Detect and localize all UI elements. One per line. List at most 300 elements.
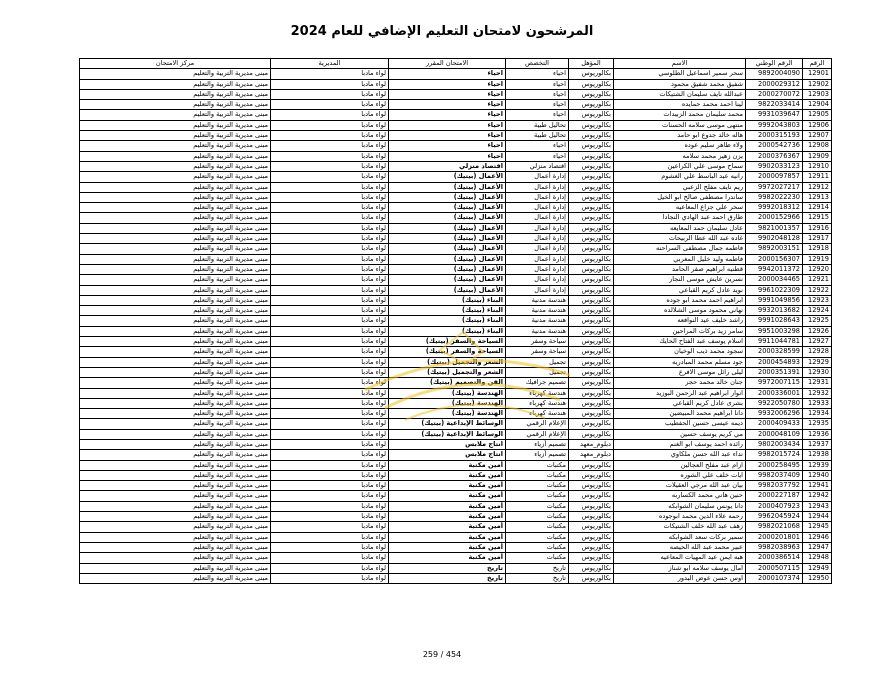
row-national-id: 9982021068 xyxy=(746,522,803,532)
row-national-id: 9982015724 xyxy=(746,450,803,460)
row-exam: أمين مكتبة xyxy=(389,481,506,491)
row-exam: البناء (بيتيك) xyxy=(389,316,506,326)
row-national-id: 2000270072 xyxy=(746,89,803,99)
row-exam: الأعمال (بيتيك) xyxy=(389,172,506,182)
row-exam: الأعمال (بيتيك) xyxy=(389,234,506,244)
row-exam: الأعمال (بيتيك) xyxy=(389,264,506,274)
row-center: مبنى مديرية التربية والتعليم xyxy=(80,141,271,151)
row-num: 12941 xyxy=(803,481,832,491)
row-qualification: بكالوريوس xyxy=(569,357,614,367)
row-center: مبنى مديرية التربية والتعليم xyxy=(80,450,271,460)
row-num: 12913 xyxy=(803,192,832,202)
row-exam: احياء xyxy=(389,100,506,110)
row-name: ساندرا مصطفى صالح ابو الخيل xyxy=(614,192,746,202)
table-row xyxy=(80,347,832,357)
header-national-id: الرقم الوطني xyxy=(746,59,803,69)
row-exam: السياحة والسفر (بيتيك) xyxy=(389,347,506,357)
row-qualification: بكالوريوس xyxy=(569,254,614,264)
page-title: المرشحون لامتحان التعليم الإضافي للعام 2024 xyxy=(290,24,594,39)
table-row xyxy=(80,120,832,130)
row-directorate: لواء مادبا xyxy=(271,203,389,213)
row-center: مبنى مديرية التربية والتعليم xyxy=(80,234,271,244)
row-directorate: لواء مادبا xyxy=(271,409,389,419)
row-center: مبنى مديرية التربية والتعليم xyxy=(80,79,271,89)
row-directorate: لواء مادبا xyxy=(271,573,389,583)
table-row xyxy=(80,439,832,449)
row-specialty: هندسة مدنية xyxy=(506,326,569,336)
row-qualification: بكالوريوس xyxy=(569,542,614,552)
row-num: 12928 xyxy=(803,347,832,357)
table-row xyxy=(80,161,832,171)
row-qualification: بكالوريوس xyxy=(569,337,614,347)
row-center: مبنى مديرية التربية والتعليم xyxy=(80,460,271,470)
row-center: مبنى مديرية التربية والتعليم xyxy=(80,295,271,305)
row-qualification: بكالوريوس xyxy=(569,131,614,141)
row-specialty: إدارة أعمال xyxy=(506,223,569,233)
row-qualification: بكالوريوس xyxy=(569,203,614,213)
row-directorate: لواء مادبا xyxy=(271,316,389,326)
row-national-id: 9802003434 xyxy=(746,439,803,449)
row-name: امال يوسف سلامه ابو شناز xyxy=(614,563,746,573)
row-center: مبنى مديرية التربية والتعليم xyxy=(80,573,271,583)
row-qualification: بكالوريوس xyxy=(569,213,614,223)
row-num: 12939 xyxy=(803,460,832,470)
row-name: بيان عبد الله مرجي العقيلات xyxy=(614,481,746,491)
row-num: 12935 xyxy=(803,419,832,429)
row-name: يزن زهير محمد سلامه xyxy=(614,151,746,161)
row-qualification: بكالوريوس xyxy=(569,388,614,398)
row-specialty: إدارة أعمال xyxy=(506,203,569,213)
table-row xyxy=(80,429,832,439)
table-row xyxy=(80,563,832,573)
table-row xyxy=(80,409,832,419)
row-center: مبنى مديرية التربية والتعليم xyxy=(80,285,271,295)
row-center: مبنى مديرية التربية والتعليم xyxy=(80,89,271,99)
row-exam: الهندسة (بيتيك) xyxy=(389,388,506,398)
row-qualification: بكالوريوس xyxy=(569,460,614,470)
row-national-id: 9992043803 xyxy=(746,120,803,130)
row-national-id: 2000507115 xyxy=(746,563,803,573)
row-qualification: بكالوريوس xyxy=(569,244,614,254)
row-directorate: لواء مادبا xyxy=(271,347,389,357)
row-name: رحمه علاء الدين محمد ابوجوده xyxy=(614,512,746,522)
row-national-id: 9932006296 xyxy=(746,409,803,419)
row-qualification: بكالوريوس xyxy=(569,79,614,89)
row-exam: البناء (بيتيك) xyxy=(389,326,506,336)
row-center: مبنى مديرية التربية والتعليم xyxy=(80,244,271,254)
row-name: ايات خلف علي الشوره xyxy=(614,470,746,480)
row-directorate: لواء مادبا xyxy=(271,470,389,480)
row-specialty: هندسة مدنية xyxy=(506,295,569,305)
row-directorate: لواء مادبا xyxy=(271,450,389,460)
row-national-id: 2000227187 xyxy=(746,491,803,501)
row-name: راشد خليف عيد النوافعه xyxy=(614,316,746,326)
row-qualification: بكالوريوس xyxy=(569,120,614,130)
row-directorate: لواء مادبا xyxy=(271,378,389,388)
table-row xyxy=(80,532,832,542)
table-row xyxy=(80,337,832,347)
row-directorate: لواء مادبا xyxy=(271,234,389,244)
row-num: 12917 xyxy=(803,234,832,244)
row-directorate: لواء مادبا xyxy=(271,512,389,522)
row-center: مبنى مديرية التربية والتعليم xyxy=(80,337,271,347)
row-exam: الأعمال (بيتيك) xyxy=(389,244,506,254)
row-qualification: بكالوريوس xyxy=(569,429,614,439)
row-exam: أمين مكتبة xyxy=(389,470,506,480)
row-name: نهاني محمود موسى الشلالده xyxy=(614,306,746,316)
row-name: سحر سمير اسماعيل الطلوسي xyxy=(614,69,746,79)
row-directorate: لواء مادبا xyxy=(271,553,389,563)
row-num: 12921 xyxy=(803,275,832,285)
row-specialty: هندسة كهرباء xyxy=(506,388,569,398)
row-name: غاده عبد الله عطا الربيحات xyxy=(614,234,746,244)
row-exam: الأعمال (بيتيك) xyxy=(389,223,506,233)
row-directorate: لواء مادبا xyxy=(271,110,389,120)
row-center: مبنى مديرية التربية والتعليم xyxy=(80,192,271,202)
row-directorate: لواء مادبا xyxy=(271,213,389,223)
row-num: 12936 xyxy=(803,429,832,439)
row-directorate: لواء مادبا xyxy=(271,357,389,367)
row-directorate: لواء مادبا xyxy=(271,429,389,439)
row-name: ابراهيم احمد محمد ابو جوده xyxy=(614,295,746,305)
row-specialty: الإعلام الرقمي xyxy=(506,429,569,439)
row-exam: احياء xyxy=(389,79,506,89)
row-exam: احياء xyxy=(389,89,506,99)
row-national-id: 9931039647 xyxy=(746,110,803,120)
row-exam: احياء xyxy=(389,120,506,130)
row-specialty: الإعلام الرقمي xyxy=(506,419,569,429)
row-name: شفيق محمد شفيق محمود xyxy=(614,79,746,89)
row-qualification: بكالوريوس xyxy=(569,326,614,336)
row-center: مبنى مديرية التربية والتعليم xyxy=(80,161,271,171)
row-directorate: لواء مادبا xyxy=(271,295,389,305)
row-num: 12904 xyxy=(803,100,832,110)
row-directorate: لواء مادبا xyxy=(271,141,389,151)
row-directorate: لواء مادبا xyxy=(271,419,389,429)
row-num: 12918 xyxy=(803,244,832,254)
row-qualification: بكالوريوس xyxy=(569,275,614,285)
table-row xyxy=(80,501,832,511)
row-national-id: 9961022309 xyxy=(746,285,803,295)
row-name: فاطمه وليد خليل المغربي xyxy=(614,254,746,264)
row-num: 12906 xyxy=(803,120,832,130)
row-center: مبنى مديرية التربية والتعليم xyxy=(80,512,271,522)
row-directorate: لواء مادبا xyxy=(271,388,389,398)
table-row xyxy=(80,69,832,79)
table-row xyxy=(80,388,832,398)
row-center: مبنى مديرية التربية والتعليم xyxy=(80,563,271,573)
table-row xyxy=(80,573,832,583)
row-directorate: لواء مادبا xyxy=(271,69,389,79)
row-name: حنين هاني محمد الكساربه xyxy=(614,491,746,501)
row-center: مبنى مديرية التربية والتعليم xyxy=(80,151,271,161)
table-row xyxy=(80,326,832,336)
row-name: زهف عبد الله خلف الشتيكات xyxy=(614,522,746,532)
header-specialty: التخصص xyxy=(506,59,569,69)
row-national-id: 9821001357 xyxy=(746,223,803,233)
row-num: 12907 xyxy=(803,131,832,141)
row-num: 12926 xyxy=(803,326,832,336)
row-qualification: بكالوريوس xyxy=(569,532,614,542)
row-name: ولاء ظاهر سليم عوده xyxy=(614,141,746,151)
row-specialty: إدارة أعمال xyxy=(506,275,569,285)
row-directorate: لواء مادبا xyxy=(271,264,389,274)
row-directorate: لواء مادبا xyxy=(271,131,389,141)
row-qualification: بكالوريوس xyxy=(569,234,614,244)
row-specialty: إدارة أعمال xyxy=(506,244,569,254)
row-center: مبنى مديرية التربية والتعليم xyxy=(80,316,271,326)
row-directorate: لواء مادبا xyxy=(271,326,389,336)
row-directorate: لواء مادبا xyxy=(271,254,389,264)
row-specialty: إدارة أعمال xyxy=(506,213,569,223)
row-specialty: هندسة كهرباء xyxy=(506,409,569,419)
row-name: ديمه عيسى حسين الحفطيب xyxy=(614,419,746,429)
row-directorate: لواء مادبا xyxy=(271,275,389,285)
row-center: مبنى مديرية التربية والتعليم xyxy=(80,223,271,233)
row-specialty: مكتبات xyxy=(506,470,569,480)
row-qualification: بكالوريوس xyxy=(569,378,614,388)
row-national-id: 2000454893 xyxy=(746,357,803,367)
row-num: 12943 xyxy=(803,501,832,511)
row-name: سامر زيد بركات المراحين xyxy=(614,326,746,336)
row-directorate: لواء مادبا xyxy=(271,172,389,182)
row-national-id: 2000376367 xyxy=(746,151,803,161)
table-row xyxy=(80,203,832,213)
row-exam: أمين مكتبة xyxy=(389,512,506,522)
row-exam: أمين مكتبة xyxy=(389,491,506,501)
row-center: مبنى مديرية التربية والتعليم xyxy=(80,254,271,264)
row-num: 12929 xyxy=(803,357,832,367)
row-num: 12934 xyxy=(803,409,832,419)
row-name: عبدالله نايف سليمان الشتيكات xyxy=(614,89,746,99)
row-directorate: لواء مادبا xyxy=(271,337,389,347)
row-national-id: 9902033123 xyxy=(746,161,803,171)
row-directorate: لواء مادبا xyxy=(271,192,389,202)
row-national-id: 2000542736 xyxy=(746,141,803,151)
row-num: 12902 xyxy=(803,79,832,89)
row-name: نويد عادل كريم القباعي xyxy=(614,285,746,295)
row-specialty: سياحة وسفر xyxy=(506,337,569,347)
row-exam: الهندسة (بيتيك) xyxy=(389,409,506,419)
row-num: 12925 xyxy=(803,316,832,326)
row-national-id: 9892004090 xyxy=(746,69,803,79)
row-national-id: 2000407923 xyxy=(746,501,803,511)
row-qualification: بكالوريوس xyxy=(569,491,614,501)
row-name: محمد سليمان محمد الزبيدات xyxy=(614,110,746,120)
row-specialty: إدارة أعمال xyxy=(506,264,569,274)
table-row xyxy=(80,254,832,264)
table-row xyxy=(80,110,832,120)
row-qualification: بكالوريوس xyxy=(569,285,614,295)
row-qualification: بكالوريوس xyxy=(569,89,614,99)
row-num: 12905 xyxy=(803,110,832,120)
row-num: 12914 xyxy=(803,203,832,213)
row-national-id: 2000409433 xyxy=(746,419,803,429)
row-qualification: بكالوريوس xyxy=(569,553,614,563)
table-row xyxy=(80,100,832,110)
row-qualification: بكالوريوس xyxy=(569,192,614,202)
row-name: دانا ابراهيم محمد المبيضين xyxy=(614,409,746,419)
row-center: مبنى مديرية التربية والتعليم xyxy=(80,419,271,429)
row-center: مبنى مديرية التربية والتعليم xyxy=(80,100,271,110)
row-num: 12948 xyxy=(803,553,832,563)
row-num: 12933 xyxy=(803,398,832,408)
row-qualification: بكالوريوس xyxy=(569,398,614,408)
row-specialty: إدارة أعمال xyxy=(506,234,569,244)
row-qualification: بكالوريوس xyxy=(569,264,614,274)
candidates-table xyxy=(79,58,832,584)
table-row xyxy=(80,285,832,295)
row-directorate: لواء مادبا xyxy=(271,501,389,511)
row-national-id: 2000336001 xyxy=(746,388,803,398)
row-qualification: بكالوريوس xyxy=(569,470,614,480)
row-directorate: لواء مادبا xyxy=(271,223,389,233)
row-exam: الوسائط الإبداعية (بيتيك) xyxy=(389,419,506,429)
row-qualification: بكالوريوس xyxy=(569,512,614,522)
row-center: مبنى مديرية التربية والتعليم xyxy=(80,491,271,501)
row-num: 12940 xyxy=(803,470,832,480)
row-name: جنان خالد محمد حجر xyxy=(614,378,746,388)
row-directorate: لواء مادبا xyxy=(271,532,389,542)
row-specialty: مكتبات xyxy=(506,522,569,532)
row-exam: الأعمال (بيتيك) xyxy=(389,275,506,285)
row-directorate: لواء مادبا xyxy=(271,481,389,491)
row-name: سحر علي جزاع المعاعيه xyxy=(614,203,746,213)
row-specialty: مكتبات xyxy=(506,512,569,522)
row-national-id: 2000156307 xyxy=(746,254,803,264)
row-num: 12909 xyxy=(803,151,832,161)
row-exam: البناء (بيتيك) xyxy=(389,306,506,316)
row-center: مبنى مديرية التربية والتعليم xyxy=(80,522,271,532)
row-center: مبنى مديرية التربية والتعليم xyxy=(80,120,271,130)
row-national-id: 9982038963 xyxy=(746,542,803,552)
row-center: مبنى مديرية التربية والتعليم xyxy=(80,264,271,274)
row-national-id: 9991049856 xyxy=(746,295,803,305)
row-national-id: 9982037792 xyxy=(746,481,803,491)
row-name: فاطمه جمال مصطفى السراحنه xyxy=(614,244,746,254)
row-exam: أمين مكتبة xyxy=(389,460,506,470)
row-num: 12938 xyxy=(803,450,832,460)
table-row xyxy=(80,522,832,532)
table-row xyxy=(80,512,832,522)
row-num: 12942 xyxy=(803,491,832,501)
row-num: 12916 xyxy=(803,223,832,233)
row-specialty: إدارة أعمال xyxy=(506,182,569,192)
row-qualification: دبلوم_معهد xyxy=(569,450,614,460)
row-exam: أمين مكتبة xyxy=(389,553,506,563)
row-num: 12901 xyxy=(803,69,832,79)
row-center: مبنى مديرية التربية والتعليم xyxy=(80,357,271,367)
header-num: الرقم xyxy=(803,59,832,69)
row-specialty: تصميم جرافيك xyxy=(506,378,569,388)
row-qualification: بكالوريوس xyxy=(569,481,614,491)
row-name: رائده احمد يوسف ابو الغنم xyxy=(614,439,746,449)
table-row xyxy=(80,460,832,470)
row-specialty: تصميم أزياء xyxy=(506,450,569,460)
row-name: قطنيه ابراهيم صقر الحامد xyxy=(614,264,746,274)
row-num: 12950 xyxy=(803,573,832,583)
row-center: مبنى مديرية التربية والتعليم xyxy=(80,470,271,480)
row-specialty: تحاليل طبية xyxy=(506,131,569,141)
row-name: اسلام يوسف عبد الفتاح الحايك xyxy=(614,337,746,347)
row-national-id: 9822033414 xyxy=(746,100,803,110)
row-qualification: بكالوريوس xyxy=(569,151,614,161)
table-row xyxy=(80,481,832,491)
row-name: دانا يونس سليمان الشوابكه xyxy=(614,501,746,511)
row-specialty: احياء xyxy=(506,141,569,151)
table-row xyxy=(80,151,832,161)
table-row xyxy=(80,275,832,285)
row-num: 12927 xyxy=(803,337,832,347)
row-name: لينا احمد محمد حمايده xyxy=(614,100,746,110)
row-specialty: هندسة مدنية xyxy=(506,316,569,326)
row-national-id: 9951003298 xyxy=(746,326,803,336)
table-row xyxy=(80,234,832,244)
row-exam: الوسائط الإبداعية (بيتيك) xyxy=(389,429,506,439)
table-row xyxy=(80,89,832,99)
row-qualification: بكالوريوس xyxy=(569,110,614,120)
row-exam: الشعر والتجميل (بيتيك) xyxy=(389,357,506,367)
row-national-id: 2000328599 xyxy=(746,347,803,357)
row-directorate: لواء مادبا xyxy=(271,522,389,532)
row-center: مبنى مديرية التربية والتعليم xyxy=(80,213,271,223)
row-name: سجود محمد ذيب الوخيان xyxy=(614,347,746,357)
table-row xyxy=(80,542,832,552)
table-row xyxy=(80,398,832,408)
row-name: هبه ايمن عيد المهيات المعاعيه xyxy=(614,553,746,563)
row-num: 12915 xyxy=(803,213,832,223)
row-num: 12923 xyxy=(803,295,832,305)
row-exam: احياء xyxy=(389,69,506,79)
table-row xyxy=(80,306,832,316)
row-exam: الأعمال (بيتيك) xyxy=(389,203,506,213)
row-national-id: 2000386514 xyxy=(746,553,803,563)
row-center: مبنى مديرية التربية والتعليم xyxy=(80,532,271,542)
row-center: مبنى مديرية التربية والتعليم xyxy=(80,439,271,449)
row-num: 12931 xyxy=(803,378,832,388)
row-qualification: بكالوريوس xyxy=(569,563,614,573)
row-directorate: لواء مادبا xyxy=(271,182,389,192)
row-specialty: هندسة مدنية xyxy=(506,306,569,316)
row-directorate: لواء مادبا xyxy=(271,460,389,470)
row-center: مبنى مديرية التربية والتعليم xyxy=(80,110,271,120)
row-specialty: سياحة وسفر xyxy=(506,347,569,357)
row-name: جود مسلم محمد المبادريه xyxy=(614,357,746,367)
row-name: هاله خالد جدوع ابو حامد xyxy=(614,131,746,141)
row-qualification: بكالوريوس xyxy=(569,141,614,151)
page-number: 259 / 454 xyxy=(422,650,462,659)
row-national-id: 9991028643 xyxy=(746,316,803,326)
table-row xyxy=(80,79,832,89)
header-qualification: المؤهل xyxy=(569,59,614,69)
row-directorate: لواء مادبا xyxy=(271,439,389,449)
row-national-id: 9902048128 xyxy=(746,234,803,244)
row-directorate: لواء مادبا xyxy=(271,306,389,316)
row-name: ريم نايف مفلح الزعبي xyxy=(614,182,746,192)
table-row xyxy=(80,141,832,151)
row-national-id: 2000107374 xyxy=(746,573,803,583)
row-qualification: بكالوريوس xyxy=(569,69,614,79)
row-specialty: مكتبات xyxy=(506,481,569,491)
row-exam: انتاج ملابس xyxy=(389,439,506,449)
row-center: مبنى مديرية التربية والتعليم xyxy=(80,388,271,398)
row-center: مبنى مديرية التربية والتعليم xyxy=(80,182,271,192)
row-exam: أمين مكتبة xyxy=(389,501,506,511)
row-national-id: 2000152966 xyxy=(746,213,803,223)
row-num: 12944 xyxy=(803,512,832,522)
row-qualification: بكالوريوس xyxy=(569,419,614,429)
table-row xyxy=(80,182,832,192)
